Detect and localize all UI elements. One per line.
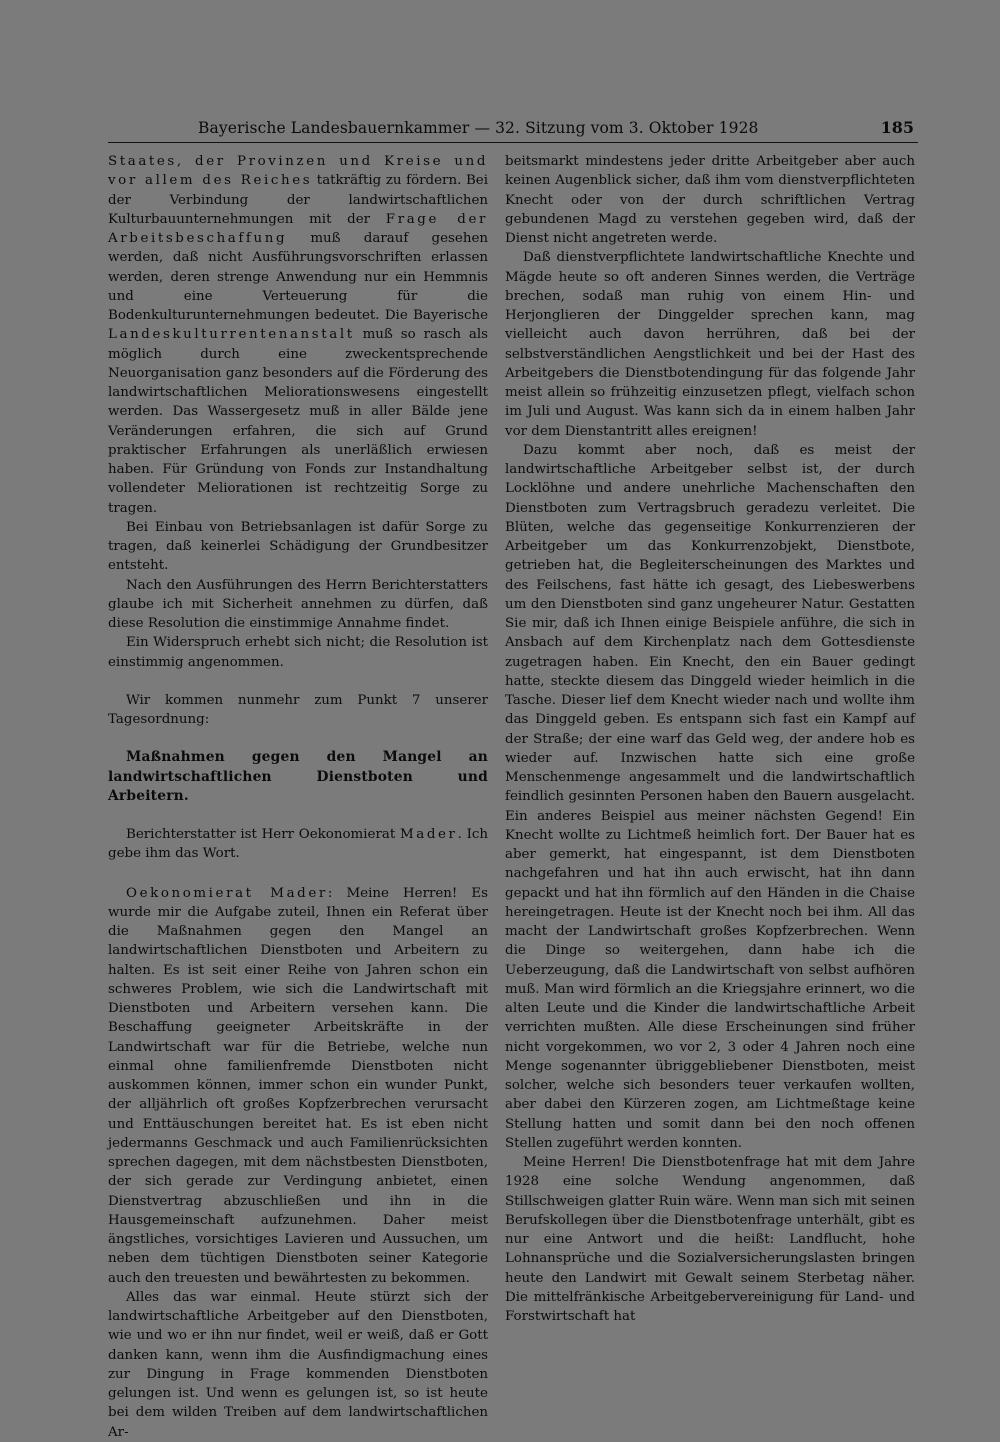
paragraph [108,152,488,518]
text-run: Berichterstatter ist Herr Oekonomierat [126,827,400,842]
paragraph: beitsmarkt mindestens jeder dritte Arbeitgeber aber auch keinen Augenblick sicher, daß ihm vom dienstverpflichteten Knecht oder von der durch schriftlichen Vertrag gebundenen Magd zu verstehen gegeben wird, daß der Dienst nicht angetreten werde. [505,154,915,246]
text-run: . Ich gebe ihm das Wort. [108,827,488,862]
paragraph: Nach den Ausführungen des Herrn Berichterstatters glaube ich mit Sicherheit annehmen zu dürfen, daß diese Resolution die einstimmige Annahme findet. [108,577,488,631]
header-rule [108,142,918,143]
paragraph: Ein Widerspruch erhebt sich nicht; die Resolution ist einstimmig angenommen. [108,635,488,670]
paragraph [108,884,488,1288]
text-run: tatkräftig zu fördern. Bei der Verbindung der landwirtschaftlichen Kulturbauunternehmungen mit der [108,173,488,227]
paragraph: Dazu kommt aber noch, daß es meist der landwirtschaftliche Arbeitgeber selbst ist, der durch Locklöhne und andere unehrliche Machenschaften den Dienstboten zum Vertragsbruch geradezu verleitet. Die Blüten, welche das gegenseitige Konkurrenzieren der Arbeitgeber um das Konkurrenzobjekt, Dienstbote, getrieben hat, die Begleiterscheinungen des Marktes und des Feilschens, fast hätte ich gesagt, des Liebeswerbens um den Dienstboten sind ganz ungeheurer Natur. Gestatten Sie mir, daß ich Ihnen einige Beispiele anführe, die sich in Ansbach auf dem Kirchenplatz nach dem Gottesdienste zugetragen haben. Ein Knecht, den ein Bauer gedingt hatte, steckte diesem das Dinggeld wieder heimlich in die Tasche. Dieser lief dem Knecht wieder nach und wollte ihm das Dinggeld geben. Es entspann sich fast ein Kampf auf der Straße; der eine warf das Geld weg, der andere hob es wieder auf. Inzwischen hatte sich eine große Menschenmenge angesammelt und die landwirtschaftlich feindlich gesinnten Personen haben den Bauern ausgelacht. Ein anderes Beispiel aus meiner nächsten Gegend! Ein Knecht wollte zu Lichtmeß heimlich fort. Der Bauer hat es aber gemerkt, hat eingespannt, ist dem Dienstboten nachgefahren und hat ihn auch erwischt, hat ihn dann gepackt und hat ihn förmlich auf den Händen in die Chaise hereingetragen. Heute ist der Knecht noch bei ihm. All das macht der Landwirtschaft großes Kopfzerbrechen. Wenn die Dinge so weitergehen, dann habe ich die Ueberzeugung, daß die Landwirtschaft von selbst aufhören muß. Man wird förmlich an die Kriegsjahre erinnert, wo die alten Leute und die Kinder die landwirtschaftliche Arbeit verrichten mußten. Alle diese Erscheinungen sind früher nicht vorgekommen, wo vor 2, 3 oder 4 Jahren noch eine Menge sogenannter übriggebliebener Dienstboten, meist solcher, welche sich besonders teuer verkaufen wollten, aber dabei den Kürzeren zogen, am Lichtmeßtage keine Stellung hatten und somit dann bei den noch offenen Stellen zugeführt werden konnten. [505,442,915,1151]
spaced-text: Landeskulturrentenanstalt [108,327,355,343]
paragraph: Wir kommen nunmehr zum Punkt 7 unserer Tagesordnung: [108,692,488,727]
paragraph: Bei Einbau von Betriebsanlagen ist dafür Sorge zu tragen, daß keinerlei Schädigung der Grundbesitzer entsteht. [108,519,488,574]
spaced-text: Staates, der Provinzen und Kreise und vor allem des Reiches [108,154,488,189]
text-run: : Meine Herren! Es wurde mir die Aufgabe zuteil, Ihnen ein Referat über die Maßnahmen gegen den Mangel an landwirtschaftlichen Dienstboten und Arbeitern zu halten. Es ist seit einer Reihe von Jahren schon ein schweres Problem, wie sich die Landwirtschaft mit Dienstboten und Arbeitern versehen kann. Die Beschaffung geeigneter Arbeitskräfte in der Landwirtschaft war für die Betriebe, welche nun einmal ohne familienfremde Dienstboten nicht auskommen können, immer schon ein wunder Punkt, der alljährlich oft großes Kopfzerbrechen verursacht und Enttäuschungen bereitet hat. Es ist eben nicht jedermanns Geschmack und auch Familienrücksichten sprechen dagegen, mit dem nächstbesten Dienstboten, der sich gerade zur Verdingung anbietet, einen Dienstvertrag abzuschließen und ihn in die Hausgemeinschaft aufzunehmen. Daher meist ängstliches, vorsichtiges Lavieren und Aussuchen, um neben dem tüchtigen Dienstboten seiner Kategorie auch den treuesten und bewährtesten zu bekommen. [108,885,488,1286]
spaced-text: Mader [399,827,458,842]
text-run: muß darauf gesehen werden, daß nicht Ausführungsvorschriften erlassen werden, deren strenge Anwendung nur ein Hemmnis und eine Verteuerung für die Bodenkulturunternehmungen bedeutet. Die Bayerische [108,231,488,323]
speaker-name: Oekonomierat Mader [126,885,328,901]
paragraph: Alles das war einmal. Heute stürzt sich der landwirtschaftliche Arbeitgeber auf den Dienstboten, wie und wo er ihn nur findet, weil er weiß, daß er Gott danken kann, wenn ihm die Ausfindigmachung eines zur Dingung in Frage kommenden Dienstboten gelungen ist. Und wenn es gelungen ist, so ist heute bei dem wilden Treiben auf dem landwirtschaftlichen Ar- [108,1289,488,1440]
right-column [505,152,915,1326]
running-header [108,116,918,140]
text-run: muß so rasch als möglich durch eine zweckentsprechende Neuorganisation ganz besonders auf die Förderung des landwirtschaftlichen Meliorationswesens eingestellt werden. Das Wassergesetz muß in aller Bälde jene Veränderungen erfahren, die sich auf Grund praktischer Erfahrungen als unerläßlich erwiesen haben. Für Gründung von Fonds zur Instandhaltung vollendeter Meliorationen ist rechtzeitig Sorge zu tragen. [108,327,488,516]
page-number: 185 [880,118,914,137]
spaced-text: Frage der Arbeitsbeschaffung [108,211,488,246]
left-column [108,152,488,1442]
paragraph: Daß dienstverpflichtete landwirtschaftliche Knechte und Mägde heute so oft anderen Sinnes werden, die Verträge brechen, sodaß man ruhig von einem Hin- und Herjonglieren der Dinggelder sprechen kann, mag vielleicht auch davon herrühren, daß bei der selbstverständlichen Aengstlichkeit und bei der Hast des Arbeitgebers die Dienstbotendingung für das folgende Jahr meist allein so frühzeitig einzusetzen pflegt, vielfach schon im Juli und August. Was kann sich da in einem halben Jahr vor dem Dienstantritt alles ereignen! [505,250,915,439]
paragraph [108,825,488,864]
running-title: Bayerische Landesbauernkammer — 32. Sitzung vom 3. Oktober 1928 [198,119,759,137]
paragraph: Meine Herren! Die Dienstbotenfrage hat mit dem Jahre 1928 eine solche Wendung angenommen, daß Stillschweigen glatter Ruin wäre. Wenn man sich mit seinen Berufskollegen über die Dienstbotenfrage unterhält, gibt es nur eine Antwort und die heißt: Landflucht, hohe Lohnansprüche und die Sozialversicherungslasten bringen heute den Landwirt mit Gewalt seinem Sterbetag näher. Die mittelfränkische Arbeitgebervereinigung für Land- und Forstwirtschaft hat [505,1155,915,1324]
agenda-heading: Maßnahmen gegen den Mangel an landwirtschaftlichen Dienstboten und Arbeitern. [108,749,488,804]
